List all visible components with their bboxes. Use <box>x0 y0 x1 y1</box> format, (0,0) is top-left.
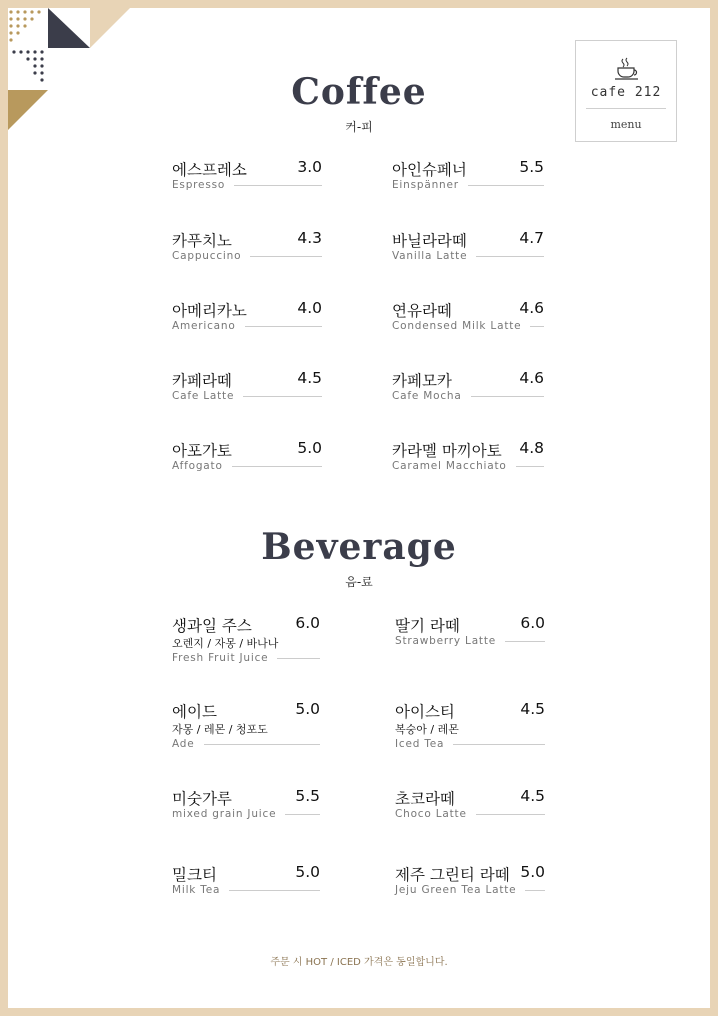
item-price: 3.0 <box>297 158 322 176</box>
menu-item <box>392 369 544 409</box>
item-name-korean: 카페라떼 <box>172 372 232 390</box>
cafe-name: cafe 212 <box>590 85 662 100</box>
item-price: 4.5 <box>520 700 545 718</box>
item-name-english: Fresh Fruit Juice <box>172 652 269 664</box>
item-divider-line <box>232 466 322 467</box>
item-english-row <box>395 884 545 896</box>
item-price: 5.0 <box>520 863 545 881</box>
item-divider-line <box>204 744 320 745</box>
item-name-english: Choco Latte <box>395 808 467 820</box>
item-name-english: Condensed Milk Latte <box>392 320 522 332</box>
item-english-row <box>172 250 322 262</box>
menu-page <box>8 8 710 1008</box>
item-divider-line <box>229 890 320 891</box>
menu-item <box>172 299 322 339</box>
coffee-section-title: Coffee <box>291 71 427 113</box>
item-price: 6.0 <box>520 614 545 632</box>
item-divider-line <box>476 814 545 815</box>
item-divider-line <box>285 814 320 815</box>
menu-item <box>172 863 320 903</box>
item-divider-line <box>525 890 545 891</box>
item-name-english: Espresso <box>172 179 226 191</box>
item-name-english: Ade <box>172 738 195 750</box>
item-name-english: Strawberry Latte <box>395 635 497 647</box>
menu-item <box>392 158 544 198</box>
beverage-section-subtitle: 음-료 <box>345 575 373 589</box>
item-english-row <box>172 390 322 402</box>
item-name-english: Vanilla Latte <box>392 250 468 262</box>
item-english-row <box>172 738 320 750</box>
item-divider-line <box>505 641 545 642</box>
item-divider-line <box>245 326 322 327</box>
item-english-row <box>172 320 322 332</box>
menu-item <box>172 787 320 827</box>
item-price: 5.0 <box>295 700 320 718</box>
item-english-row <box>172 652 320 664</box>
item-price: 5.5 <box>519 158 544 176</box>
item-name-korean: 아인슈페너 <box>392 161 467 179</box>
item-name-english: Cafe Mocha <box>392 390 462 402</box>
item-divider-line <box>476 256 544 257</box>
item-english-row <box>392 250 544 262</box>
item-english-row <box>395 808 545 820</box>
item-name-english: Cafe Latte <box>172 390 235 402</box>
item-price: 4.5 <box>297 369 322 387</box>
item-name-korean: 카라멜 마끼아토 <box>392 442 502 460</box>
item-name-korean: 에스프레소 <box>172 161 247 179</box>
item-price: 4.0 <box>297 299 322 317</box>
menu-item <box>172 369 322 409</box>
menu-item <box>395 863 545 903</box>
menu-item <box>392 299 544 339</box>
item-name-korean: 바닐라라떼 <box>392 232 467 250</box>
menu-item <box>172 614 320 664</box>
item-name-korean: 연유라떼 <box>392 302 452 320</box>
item-divider-line <box>250 256 322 257</box>
item-divider-line <box>516 466 544 467</box>
item-name-korean: 카푸치노 <box>172 232 232 250</box>
item-price: 4.8 <box>519 439 544 457</box>
item-divider-line <box>468 185 544 186</box>
footer-note: 주문 시 HOT / ICED 가격은 동일합니다. <box>270 957 448 968</box>
item-price: 5.0 <box>295 863 320 881</box>
item-name-korean: 에이드 <box>172 703 217 721</box>
item-divider-line <box>453 744 545 745</box>
menu-item <box>395 700 545 750</box>
logo-subtitle: menu <box>610 118 642 131</box>
menu-item <box>172 158 322 198</box>
menu-item <box>392 439 544 479</box>
item-name-english: Affogato <box>172 460 223 472</box>
item-english-row <box>172 460 322 472</box>
menu-item <box>395 614 545 654</box>
item-english-row <box>395 635 545 647</box>
item-divider-line <box>243 396 322 397</box>
item-english-row <box>392 460 544 472</box>
item-options: 복숭아 / 레몬 <box>395 723 459 736</box>
item-divider-line <box>234 185 322 186</box>
item-price: 5.0 <box>297 439 322 457</box>
item-name-english: Americano <box>172 320 236 332</box>
item-english-row <box>172 884 320 896</box>
item-english-row <box>392 179 544 191</box>
menu-item <box>172 700 320 750</box>
item-name-korean: 미숫가루 <box>172 790 232 808</box>
item-divider-line <box>277 658 320 659</box>
item-english-row <box>172 808 320 820</box>
item-divider-line <box>530 326 544 327</box>
item-price: 4.3 <box>297 229 322 247</box>
item-name-english: Caramel Macchiato <box>392 460 507 472</box>
item-english-row <box>395 738 545 750</box>
item-name-korean: 생과일 주스 <box>172 617 252 635</box>
item-name-korean: 초코라떼 <box>395 790 455 808</box>
item-english-row <box>172 179 322 191</box>
item-price: 4.7 <box>519 229 544 247</box>
menu-item <box>392 229 544 269</box>
item-name-korean: 카페모카 <box>392 372 452 390</box>
item-price: 4.6 <box>519 299 544 317</box>
item-options: 자몽 / 레몬 / 청포도 <box>172 723 268 736</box>
item-name-english: Cappuccino <box>172 250 242 262</box>
item-name-english: mixed grain Juice <box>172 808 277 820</box>
item-name-english: Milk Tea <box>172 884 221 896</box>
item-price: 6.0 <box>295 614 320 632</box>
item-name-korean: 제주 그린티 라떼 <box>395 866 510 884</box>
item-name-korean: 밀크티 <box>172 866 217 884</box>
coffee-section-subtitle: 커-피 <box>345 120 373 134</box>
menu-item <box>172 439 322 479</box>
item-name-english: Iced Tea <box>395 738 445 750</box>
item-name-english: Jeju Green Tea Latte <box>395 884 517 896</box>
beverage-section-title: Beverage <box>261 526 457 568</box>
item-name-korean: 아이스티 <box>395 703 455 721</box>
item-price: 4.6 <box>519 369 544 387</box>
menu-item <box>395 787 545 827</box>
item-divider-line <box>471 396 544 397</box>
item-price: 4.5 <box>520 787 545 805</box>
item-options: 오렌지 / 자몽 / 바나나 <box>172 637 279 650</box>
item-name-korean: 아메리카노 <box>172 302 247 320</box>
menu-item <box>172 229 322 269</box>
item-english-row <box>392 390 544 402</box>
item-english-row <box>392 320 544 332</box>
item-name-korean: 아포가토 <box>172 442 232 460</box>
item-name-korean: 딸기 라떼 <box>395 617 460 635</box>
item-price: 5.5 <box>295 787 320 805</box>
item-name-english: Einspänner <box>392 179 459 191</box>
